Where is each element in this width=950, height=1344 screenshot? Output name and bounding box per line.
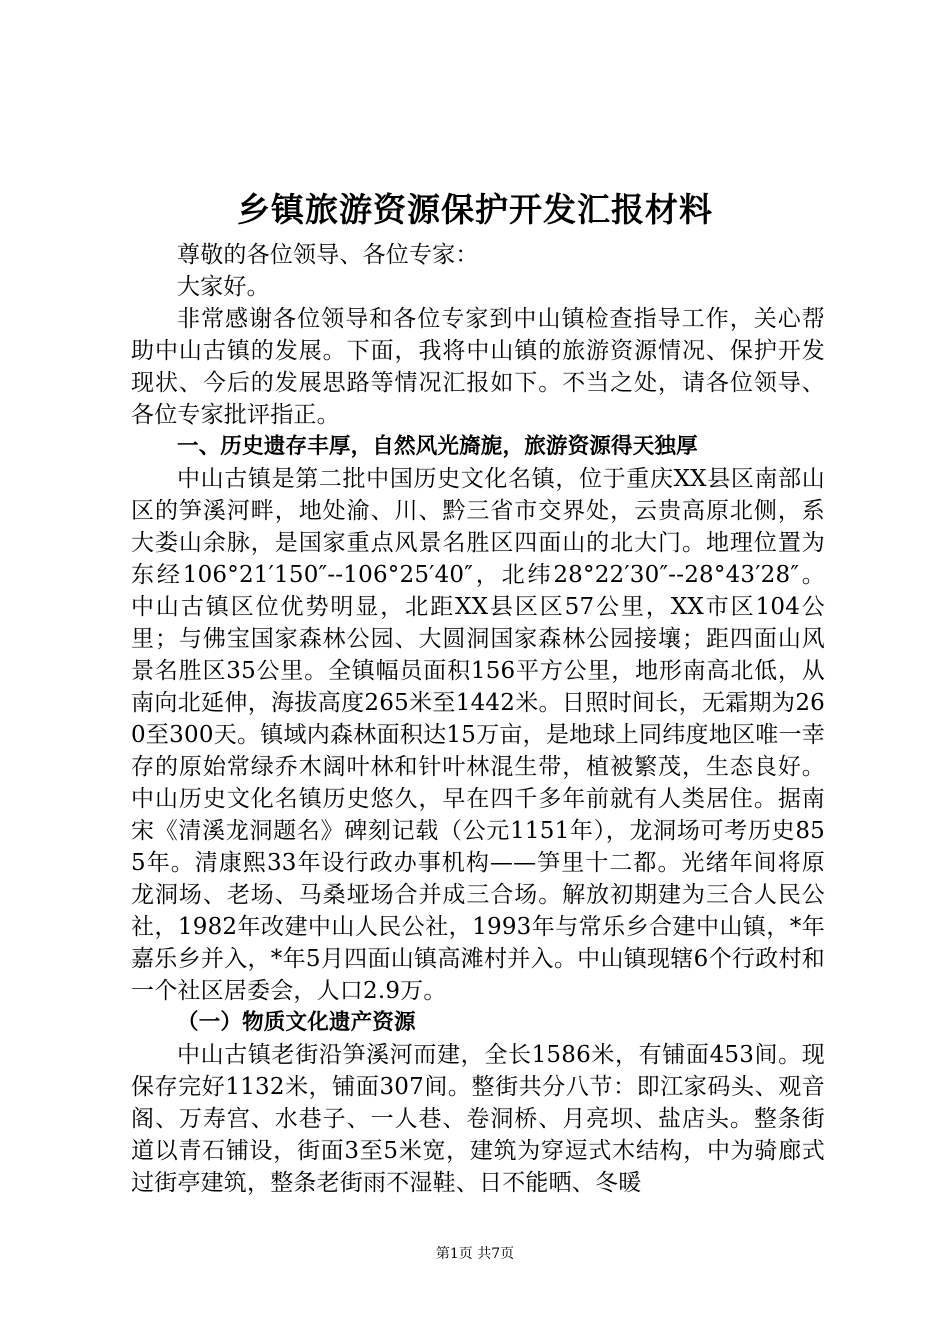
section-heading-1: 一、历史遗存丰厚，自然风光旖旎，旅游资源得天独厚	[177, 434, 698, 459]
subsection-heading-1: （一）物质文化遗产资源	[177, 1010, 416, 1035]
document-title: 乡镇旅游资源保护开发汇报材料	[237, 190, 713, 229]
salutation: 尊敬的各位领导、各位专家：	[177, 242, 479, 268]
greeting: 大家好。	[177, 274, 270, 300]
history-paragraph: 中山古镇是第二批中国历史文化名镇，位于重庆XX县区南部山区的笋溪河畔，地处渝、川、黔三省市交界处，云贵高原北侧，系大娄山余脉，是国家重点风景名胜区四面山的北大门。地理位置为东经106°21′150″--106°25′40″，北纬28°22′30″--28°43′28″。中山古镇区位优势明显，北距XX县区区57公里，XX市区104公里；与佛宝国家森林公园、大圆洞国家森林公园接壤；距四面山风景名胜区35公里。全镇幅员面积156平方公里，地形南高北低，从南向北延伸，海拔高度265米至1442米。日照时间长，无霜期为260至300天。镇域内森林面积达15万亩，是地球上同纬度地区唯一幸存的原始常绿乔木阔叶林和针叶林混生带，植被繁茂，生态良好。中山历史文化名镇历史悠久，早在四千多年前就有人类居住。据南宋《清溪龙洞题名》碑刻记载（公元1151年），龙洞场可考历史855年。清康熙33年设行政办事机构——笋里十二都。光绪年间将原龙洞场、老场、马桑垭场合并成三合场。解放初期建为三合人民公社，1982年改建中山人民公社，1993年与常乐乡合建中山镇，*年嘉乐乡并入，*年5月四面山镇高滩村并入。中山镇现辖6个行政村和一个社区居委会，人口2.9万。	[131, 466, 825, 1004]
page-number: 第1页 共7页	[435, 1246, 515, 1262]
intro-paragraph: 非常感谢各位领导和各位专家到中山镇检查指导工作，关心帮助中山古镇的发展。下面，我将中山镇的旅游资源情况、保护开发现状、今后的发展思路等情况汇报如下。不当之处，请各位领导、各位专家批评指正。	[131, 306, 825, 428]
document-body	[131, 239, 825, 1199]
heritage-paragraph: 中山古镇老街沿笋溪河而建，全长1586米，有铺面453间。现保存完好1132米，铺面307间。整街共分八节：即江家码头、观音阁、万寿宫、水巷子、一人巷、卷洞桥、月亮坝、盐店头。整条街道以青石铺设，街面3至5米宽，建筑为穿逗式木结构，中为骑廊式过街亭建筑，整条老街雨不湿鞋、日不能晒、冬暖	[131, 1042, 825, 1196]
